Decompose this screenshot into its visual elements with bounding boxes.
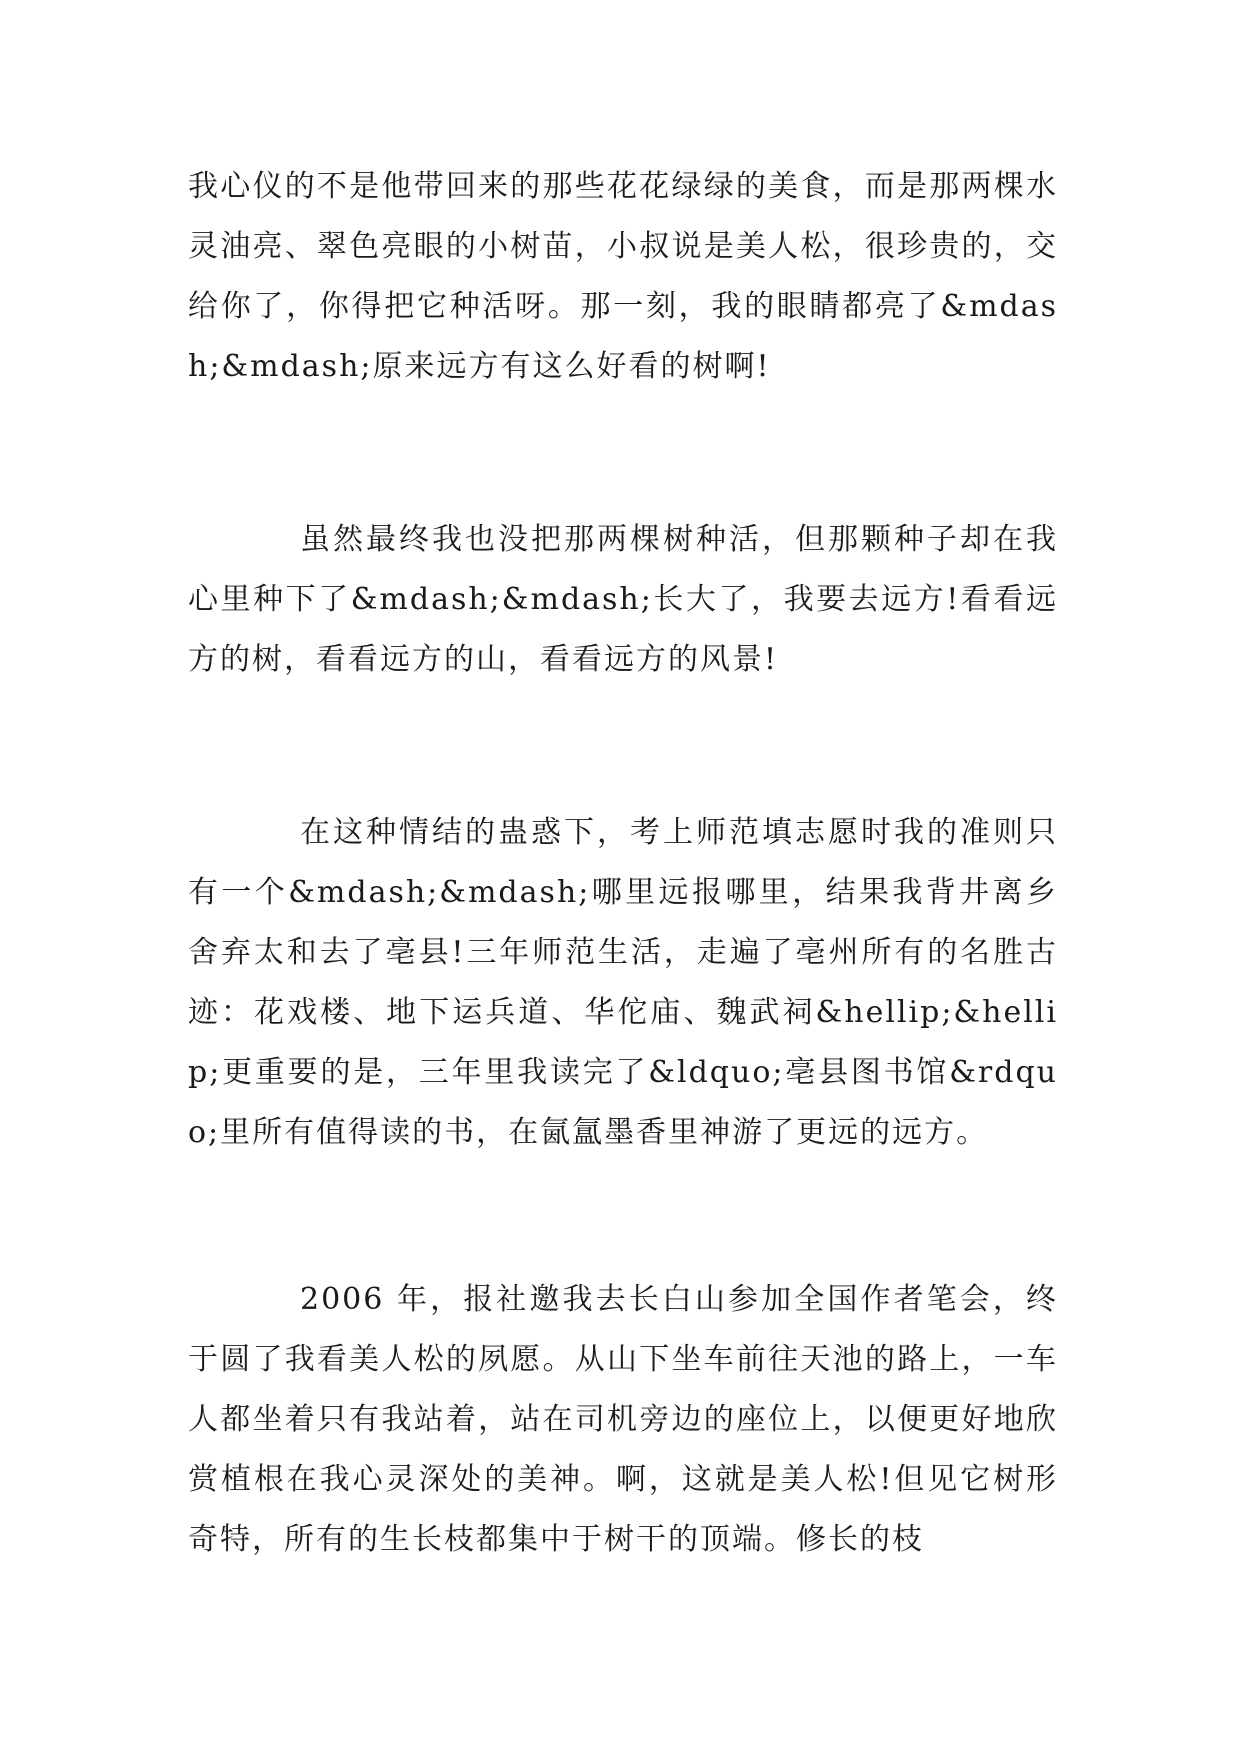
paragraph-2: 虽然最终我也没把那两棵树种活，但那颗种子却在我心里种下了&mdash;&mdash;长大了，我要去远方!看看远方的树，看看远方的山，看看远方的风景! xyxy=(188,522,1058,677)
paragraph-3: 在这种情结的蛊惑下，考上师范填志愿时我的准则只有一个&mdash;&mdash;哪里远报哪里，结果我背井离乡舍弃太和去了亳县!三年师范生活，走遍了亳州所有的名胜古迹：花戏楼、地下运兵道、华佗庙、魏武祠&hellip;&hellip;更重要的是，三年里我读完了&ldquo;亳县图书馆&rdquo;里所有值得读的书，在氤氲墨香里神游了更远的远方。 xyxy=(188,815,1058,1150)
paragraph-1: 我心仪的不是他带回来的那些花花绿绿的美食，而是那两棵水灵油亮、翠色亮眼的小树苗，小叔说是美人松，很珍贵的，交给你了，你得把它种活呀。那一刻，我的眼睛都亮了&mdash;&mdash;原来远方有这么好看的树啊! xyxy=(188,169,1058,384)
paragraph-4: 2006 年，报社邀我去长白山参加全国作者笔会，终于圆了我看美人松的夙愿。从山下坐车前往天池的路上，一车人都坐着只有我站着，站在司机旁边的座位上，以便更好地欣赏植根在我心灵深处的美神。啊，这就是美人松!但见它树形奇特，所有的生长枝都集中于树干的顶端。修长的枝 xyxy=(188,1282,1058,1557)
